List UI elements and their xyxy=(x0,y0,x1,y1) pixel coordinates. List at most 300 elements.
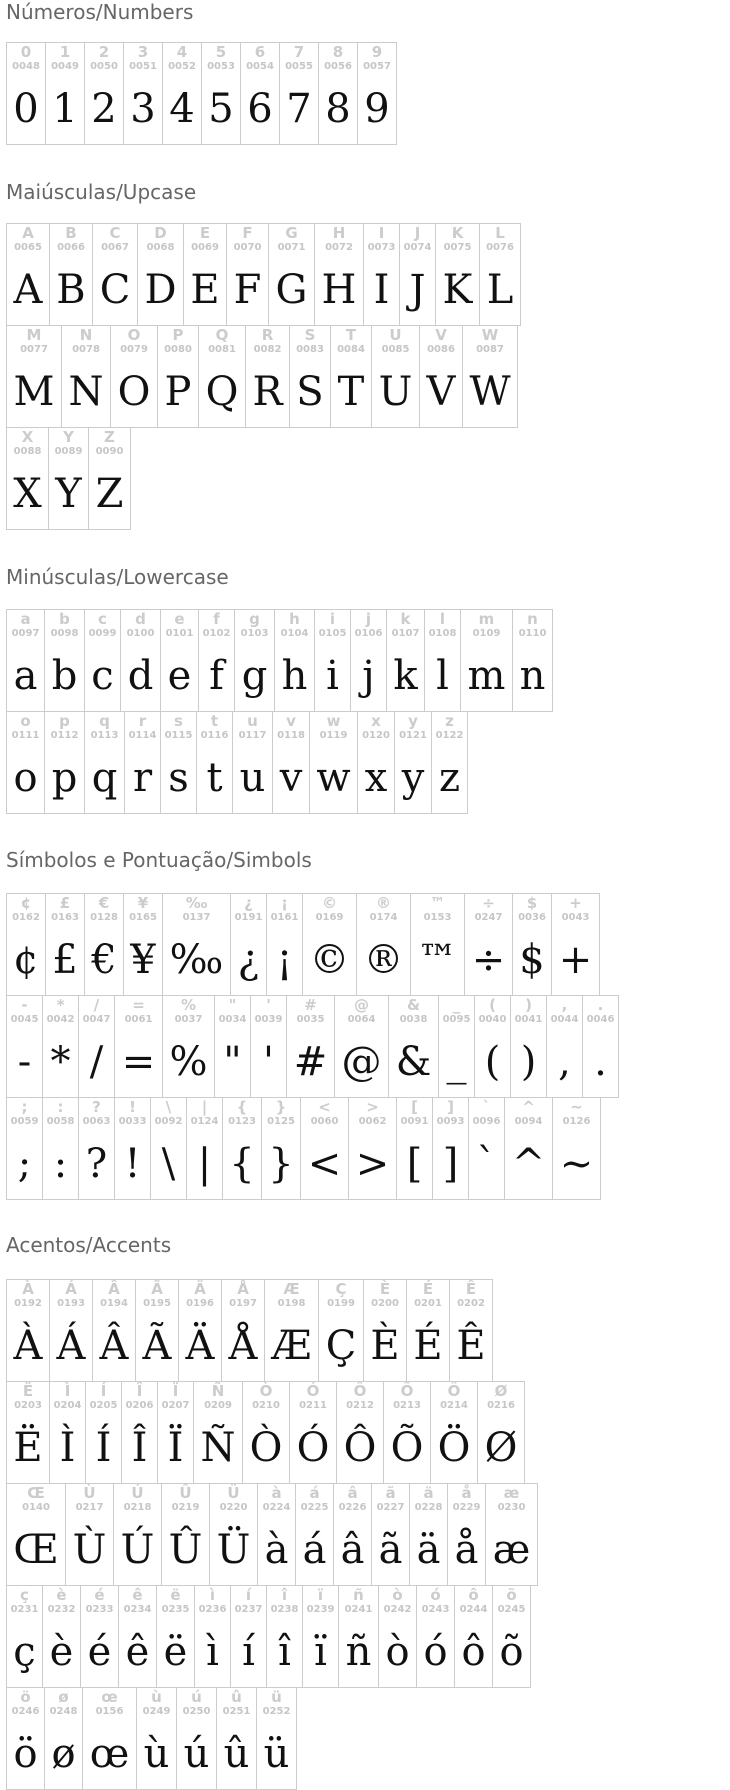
glyph-sample: Ú xyxy=(120,1527,155,1573)
glyph-char-label: Ë xyxy=(22,1382,34,1400)
glyph-sample: € xyxy=(91,937,117,983)
glyph-sample: ¢ xyxy=(13,937,39,983)
glyph-sample: E xyxy=(190,267,220,313)
glyph-code-label: 0110 xyxy=(518,628,547,639)
glyph-char-label: m xyxy=(478,610,495,628)
glyph-code-label: 0035 xyxy=(296,1014,325,1025)
glyph-cell xyxy=(157,325,199,428)
glyph-char-label: { xyxy=(236,1098,248,1116)
glyph-cell xyxy=(6,223,50,326)
glyph-sample: h xyxy=(281,653,308,699)
glyph-sample: ‰ xyxy=(169,937,224,983)
glyph-code-label: 0092 xyxy=(154,1116,183,1127)
glyph-char-label: ã xyxy=(385,1484,396,1502)
glyph-code-label: 0198 xyxy=(277,1298,306,1309)
section-title: Acentos/Accents xyxy=(6,1233,172,1257)
glyph-code-label: 0103 xyxy=(240,628,269,639)
glyph-char-label: K xyxy=(451,224,464,242)
glyph-sample: I xyxy=(373,267,390,313)
glyph-code-label: 0245 xyxy=(497,1604,526,1615)
glyph-cell xyxy=(196,711,233,814)
glyph-char-label: V xyxy=(435,326,447,344)
glyph-char-label: ó xyxy=(430,1586,441,1604)
glyph-sample: r xyxy=(132,755,153,801)
glyph-cell xyxy=(416,1585,455,1688)
glyph-code-label: 0073 xyxy=(367,242,396,253)
glyph-code-label: 0122 xyxy=(435,730,464,741)
glyph-char-label: æ xyxy=(503,1484,520,1502)
glyph-code-label: 0068 xyxy=(146,242,175,253)
glyph-code-label: 0036 xyxy=(518,912,546,923)
glyph-char-label: © xyxy=(322,894,337,912)
glyph-cell xyxy=(49,1279,93,1382)
glyph-sample: £ xyxy=(52,937,78,983)
glyph-char-label: Å xyxy=(237,1280,249,1298)
glyph-code-label: 0075 xyxy=(443,242,472,253)
glyph-code-label: 0233 xyxy=(85,1604,114,1615)
glyph-sample: G xyxy=(275,267,308,313)
glyph-cell xyxy=(84,42,124,145)
glyph-char-label: ` xyxy=(482,1098,491,1116)
glyph-cell xyxy=(214,995,251,1098)
glyph-code-label: 0066 xyxy=(57,242,85,253)
glyph-sample: 7 xyxy=(286,86,312,132)
glyph-char-label: 1 xyxy=(59,43,71,61)
glyph-sample: ã xyxy=(378,1527,403,1573)
glyph-code-label: 0205 xyxy=(89,1400,118,1411)
glyph-code-label: 0119 xyxy=(319,730,348,741)
glyph-sample: A xyxy=(13,267,43,313)
section-title: Números/Numbers xyxy=(6,0,194,24)
glyph-sample: ó xyxy=(423,1629,448,1675)
glyph-sample: : xyxy=(53,1141,68,1187)
glyph-char-label: , xyxy=(561,996,568,1014)
glyph-cell xyxy=(460,609,513,712)
glyph-char-label: s xyxy=(174,712,183,730)
glyph-char-label: ; xyxy=(21,1098,28,1116)
glyph-char-label: : xyxy=(57,1098,64,1116)
glyph-char-label: ] xyxy=(447,1098,454,1116)
glyph-code-label: 0077 xyxy=(20,344,48,355)
glyph-cell xyxy=(124,711,161,814)
glyph-code-label: 0074 xyxy=(403,242,432,253)
glyph-code-label: 0249 xyxy=(142,1706,171,1717)
glyph-cell xyxy=(512,893,552,996)
glyph-cell xyxy=(268,223,315,326)
glyph-code-label: 0210 xyxy=(252,1400,280,1411)
glyph-sample: ú xyxy=(183,1731,210,1777)
glyph-char-label: o xyxy=(20,712,31,730)
glyph-sample: ì xyxy=(206,1629,219,1675)
glyph-char-label: Ó xyxy=(306,1382,320,1400)
glyph-cell xyxy=(198,325,246,428)
glyph-sample: K xyxy=(442,267,473,313)
glyph-cell xyxy=(118,1585,157,1688)
glyph-sample: V xyxy=(426,369,456,415)
glyph-code-label: 0052 xyxy=(168,61,196,72)
glyph-cell xyxy=(309,711,358,814)
glyph-char-label: 0 xyxy=(20,43,32,61)
glyph-char-label: n xyxy=(527,610,538,628)
glyph-char-label: í xyxy=(245,1586,252,1604)
glyph-sample: J xyxy=(409,267,426,313)
glyph-sample: Û xyxy=(168,1527,203,1573)
glyph-char-label: & xyxy=(406,996,421,1014)
glyph-code-label: 0057 xyxy=(363,61,391,72)
glyph-code-label: 0227 xyxy=(376,1502,405,1513)
glyph-sample: 3 xyxy=(130,86,156,132)
glyph-code-label: 0238 xyxy=(270,1604,299,1615)
glyph-char-label: Õ xyxy=(400,1382,414,1400)
glyph-char-label: Ñ xyxy=(211,1382,225,1400)
glyph-cell xyxy=(44,711,85,814)
glyph-cell xyxy=(222,1097,262,1200)
glyph-sample: õ xyxy=(499,1629,524,1675)
glyph-cell xyxy=(464,893,513,996)
glyph-code-label: 0039 xyxy=(254,1014,283,1025)
glyph-cell xyxy=(232,711,273,814)
glyph-char-label: L xyxy=(495,224,505,242)
glyph-cell xyxy=(394,711,432,814)
glyph-cell xyxy=(113,1483,162,1586)
glyph-code-label: 0248 xyxy=(49,1706,78,1717)
glyph-sample: ® xyxy=(363,937,404,983)
glyph-char-label: ® xyxy=(376,894,391,912)
glyph-char-label: ä xyxy=(423,1484,434,1502)
glyph-cell xyxy=(396,1097,433,1200)
glyph-sample: B xyxy=(56,267,86,313)
glyph-char-label: ¡ xyxy=(281,894,288,912)
glyph-sample: û xyxy=(223,1731,250,1777)
glyph-cell xyxy=(157,1381,194,1484)
glyph-code-label: 0236 xyxy=(198,1604,227,1615)
glyph-cell xyxy=(123,42,163,145)
glyph-code-label: 0239 xyxy=(306,1604,335,1615)
glyph-cell xyxy=(230,893,267,996)
glyph-code-label: 0202 xyxy=(457,1298,485,1309)
glyph-char-label: ë xyxy=(170,1586,181,1604)
glyph-char-label: ù xyxy=(151,1688,162,1706)
glyph-code-label: 0251 xyxy=(222,1706,251,1717)
glyph-char-label: B xyxy=(65,224,77,242)
glyph-code-label: 0203 xyxy=(14,1400,42,1411)
glyph-cell xyxy=(479,223,521,326)
glyph-char-label: Ê xyxy=(465,1280,477,1298)
glyph-code-label: 0054 xyxy=(246,61,274,72)
glyph-char-label: ( xyxy=(489,996,496,1014)
glyph-sample: Œ xyxy=(13,1527,59,1573)
glyph-code-label: 0161 xyxy=(270,912,299,923)
glyph-cell xyxy=(551,893,600,996)
glyph-sample: Ø xyxy=(484,1425,518,1471)
glyph-sample: T xyxy=(337,369,365,415)
glyph-code-label: 0235 xyxy=(161,1604,190,1615)
glyph-char-label: | xyxy=(201,1098,208,1116)
glyph-cell xyxy=(6,1097,43,1200)
glyph-code-label: 0207 xyxy=(161,1400,190,1411)
glyph-sample: Å xyxy=(228,1323,258,1369)
glyph-code-label: 0051 xyxy=(129,61,157,72)
glyph-sample: D xyxy=(144,267,177,313)
glyph-char-label: 5 xyxy=(215,43,227,61)
glyph-char-label: " xyxy=(228,996,237,1014)
glyph-char-label: ¿ xyxy=(244,894,253,912)
glyph-sample: ^ xyxy=(511,1141,546,1187)
glyph-sample: - xyxy=(17,1039,32,1085)
glyph-cell xyxy=(454,1585,493,1688)
glyph-cell xyxy=(318,42,358,145)
glyph-cell xyxy=(6,1585,43,1688)
glyph-char-label: ‰ xyxy=(185,894,208,912)
glyph-char-label: N xyxy=(79,326,93,344)
glyph-cell xyxy=(150,1097,187,1200)
glyph-sample: P xyxy=(164,369,192,415)
glyph-cell xyxy=(582,995,619,1098)
glyph-code-label: 0121 xyxy=(399,730,427,741)
glyph-sample: _ xyxy=(446,1039,467,1085)
glyph-sample: ï xyxy=(314,1629,327,1675)
glyph-sample: ø xyxy=(51,1731,76,1777)
glyph-sample: L xyxy=(486,267,514,313)
glyph-char-label: Ò xyxy=(259,1382,273,1400)
glyph-sample: O xyxy=(117,369,151,415)
glyph-cell xyxy=(234,609,275,712)
glyph-sample: ™ xyxy=(417,937,458,983)
glyph-code-label: 0037 xyxy=(174,1014,203,1025)
glyph-sample: q xyxy=(91,755,118,801)
glyph-cell xyxy=(424,609,461,712)
glyph-char-label: l xyxy=(439,610,446,628)
glyph-char-label: _ xyxy=(452,996,461,1014)
glyph-char-label: Â xyxy=(108,1280,120,1298)
glyph-sample: 8 xyxy=(325,86,351,132)
glyph-char-label: O xyxy=(127,326,141,344)
glyph-sample: p xyxy=(51,755,78,801)
glyph-sample: { xyxy=(229,1141,255,1187)
glyph-sample: } xyxy=(268,1141,294,1187)
glyph-char-label: * xyxy=(56,996,65,1014)
glyph-code-label: 0117 xyxy=(238,730,267,741)
glyph-cell xyxy=(406,1279,450,1382)
glyph-sample: É xyxy=(413,1323,443,1369)
glyph-cell xyxy=(485,1483,538,1586)
glyph-code-label: 0069 xyxy=(191,242,219,253)
glyph-sample: c xyxy=(91,653,114,699)
glyph-cell xyxy=(240,42,280,145)
glyph-sample: 1 xyxy=(52,86,78,132)
glyph-cell xyxy=(510,995,547,1098)
glyph-code-label: 0196 xyxy=(186,1298,214,1309)
glyph-char-label: v xyxy=(286,712,296,730)
glyph-code-label: 0193 xyxy=(57,1298,85,1309)
glyph-char-label: E xyxy=(199,224,211,242)
glyph-char-label: c xyxy=(98,610,107,628)
glyph-sample: Í xyxy=(95,1425,112,1471)
glyph-sample: ` xyxy=(476,1141,497,1187)
glyph-code-label: 0230 xyxy=(497,1502,526,1513)
glyph-sample: ' xyxy=(263,1039,274,1085)
glyph-sample: l xyxy=(436,653,449,699)
glyph-code-label: 0063 xyxy=(82,1116,111,1127)
glyph-cell xyxy=(512,609,553,712)
glyph-char-label: ¥ xyxy=(137,894,149,912)
glyph-sample: @ xyxy=(341,1039,382,1085)
glyph-sample: Â xyxy=(99,1323,129,1369)
glyph-code-label: 0050 xyxy=(90,61,118,72)
glyph-char-label: à xyxy=(271,1484,282,1502)
glyph-cell xyxy=(198,609,235,712)
glyph-code-label: 0217 xyxy=(75,1502,104,1513)
glyph-sample: ¥ xyxy=(130,937,156,983)
glyph-char-label: I xyxy=(378,224,385,242)
glyph-char-label: U xyxy=(389,326,402,344)
glyph-char-label: Ï xyxy=(172,1382,179,1400)
glyph-char-label: - xyxy=(21,996,28,1014)
glyph-char-label: ' xyxy=(266,996,271,1014)
glyph-code-label: 0137 xyxy=(182,912,211,923)
glyph-sample: | xyxy=(197,1141,212,1187)
glyph-sample: U xyxy=(378,369,413,415)
glyph-sample: < xyxy=(307,1141,342,1187)
glyph-char-label: Ì xyxy=(64,1382,71,1400)
glyph-cell xyxy=(289,1381,337,1484)
glyph-cell xyxy=(42,1097,79,1200)
glyph-sample: Y xyxy=(55,471,82,517)
glyph-code-label: 0097 xyxy=(11,628,40,639)
glyph-sample: " xyxy=(223,1039,242,1085)
glyph-sample: ò xyxy=(385,1629,410,1675)
glyph-char-label: É xyxy=(422,1280,434,1298)
glyph-sample: e xyxy=(167,653,192,699)
glyph-code-label: 0088 xyxy=(13,446,42,457)
glyph-sample: © xyxy=(309,937,350,983)
glyph-char-label: = xyxy=(132,996,145,1014)
glyph-code-label: 0109 xyxy=(472,628,501,639)
glyph-code-label: 0218 xyxy=(123,1502,152,1513)
glyph-char-label: q xyxy=(99,712,110,730)
glyph-cell xyxy=(6,1279,50,1382)
glyph-sample: . xyxy=(594,1039,607,1085)
glyph-code-label: 0120 xyxy=(362,730,390,741)
glyph-char-label: Ú xyxy=(131,1484,144,1502)
glyph-char-label: î xyxy=(281,1586,288,1604)
glyph-code-label: 0096 xyxy=(472,1116,501,1127)
glyph-code-label: 0116 xyxy=(200,730,229,741)
glyph-char-label: X xyxy=(21,428,34,446)
glyph-cell xyxy=(348,1097,397,1200)
glyph-cell xyxy=(6,1687,45,1790)
glyph-sample: Á xyxy=(56,1323,86,1369)
glyph-cell xyxy=(350,609,387,712)
glyph-cell xyxy=(410,893,465,996)
glyph-cell xyxy=(286,995,335,1098)
glyph-char-label: C xyxy=(109,224,121,242)
glyph-sample: S xyxy=(296,369,324,415)
glyph-char-label: ? xyxy=(92,1098,101,1116)
glyph-sample: ] xyxy=(442,1141,459,1187)
glyph-sample: Æ xyxy=(271,1323,312,1369)
glyph-cell xyxy=(42,1585,81,1688)
glyph-code-label: 0106 xyxy=(354,628,383,639)
glyph-sample: j xyxy=(362,653,375,699)
glyph-sample: Z xyxy=(95,471,124,517)
glyph-code-label: 0058 xyxy=(46,1116,75,1127)
glyph-cell xyxy=(48,427,89,530)
glyph-code-label: 0047 xyxy=(82,1014,111,1025)
glyph-cell xyxy=(386,609,425,712)
glyph-code-label: 0089 xyxy=(54,446,83,457)
glyph-code-label: 0040 xyxy=(478,1014,507,1025)
glyph-sample: Ê xyxy=(456,1323,486,1369)
glyph-sample: Ü xyxy=(216,1527,251,1573)
glyph-cell xyxy=(84,609,121,712)
glyph-sample: % xyxy=(169,1039,208,1085)
glyph-code-label: 0049 xyxy=(51,61,79,72)
glyph-code-label: 0101 xyxy=(165,628,194,639)
glyph-cell xyxy=(216,1687,257,1790)
glyph-sample: à xyxy=(264,1527,289,1573)
glyph-sample: ; xyxy=(17,1141,32,1187)
glyph-sample: í xyxy=(242,1629,255,1675)
glyph-code-label: 0174 xyxy=(369,912,398,923)
glyph-char-label: 2 xyxy=(98,43,110,61)
glyph-char-label: w xyxy=(326,712,341,730)
glyph-char-label: ò xyxy=(392,1586,403,1604)
glyph-cell xyxy=(383,1381,431,1484)
glyph-code-label: 0220 xyxy=(219,1502,248,1513)
glyph-cell xyxy=(279,42,319,145)
glyph-char-label: é xyxy=(94,1586,105,1604)
glyph-char-label: j xyxy=(365,610,372,628)
glyph-char-label: Ô xyxy=(353,1382,367,1400)
glyph-sample: & xyxy=(395,1039,432,1085)
glyph-sample: n xyxy=(519,653,546,699)
glyph-code-label: 0081 xyxy=(208,344,236,355)
glyph-sample: + xyxy=(558,937,593,983)
glyph-sample: ô xyxy=(461,1629,486,1675)
glyph-code-label: 0059 xyxy=(10,1116,39,1127)
glyph-cell xyxy=(44,1687,83,1790)
glyph-cell xyxy=(49,223,93,326)
glyph-code-label: 0038 xyxy=(399,1014,428,1025)
glyph-cell xyxy=(6,1381,50,1484)
glyph-code-label: 0211 xyxy=(299,1400,327,1411)
glyph-char-label: â xyxy=(347,1484,358,1502)
glyph-char-label: p xyxy=(59,712,70,730)
glyph-sample: â xyxy=(340,1527,365,1573)
glyph-char-label: r xyxy=(138,712,147,730)
glyph-code-label: 0100 xyxy=(126,628,155,639)
glyph-char-label: 4 xyxy=(176,43,188,61)
glyph-sample: è xyxy=(49,1629,74,1675)
glyph-cell xyxy=(121,1381,158,1484)
glyph-char-label: Á xyxy=(65,1280,77,1298)
glyph-cell xyxy=(230,1585,267,1688)
glyph-char-label: ÷ xyxy=(482,894,495,912)
glyph-code-label: 0043 xyxy=(561,912,590,923)
glyph-char-label: å xyxy=(461,1484,472,1502)
glyph-char-label: z xyxy=(445,712,454,730)
glyph-sample: g xyxy=(241,653,268,699)
glyph-cell xyxy=(92,223,138,326)
glyph-char-label: d xyxy=(135,610,146,628)
glyph-cell xyxy=(546,995,583,1098)
glyph-char-label: 8 xyxy=(332,43,344,61)
glyph-cell xyxy=(242,1381,290,1484)
glyph-char-label: 9 xyxy=(371,43,383,61)
glyph-cell xyxy=(409,1483,448,1586)
glyph-char-label: õ xyxy=(506,1586,517,1604)
